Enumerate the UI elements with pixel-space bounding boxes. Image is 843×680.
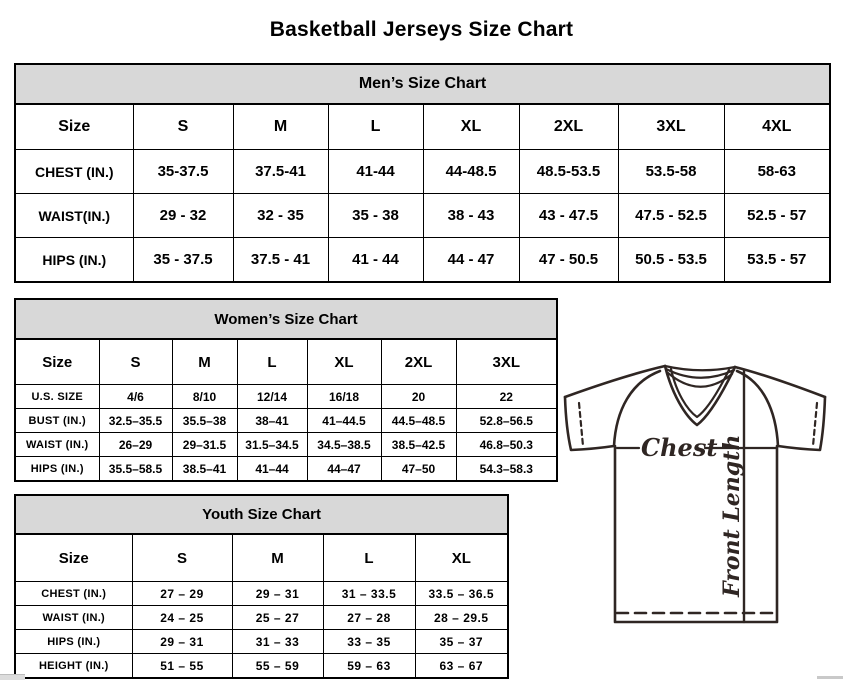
mens-column-header: S [133,104,233,150]
youth-cell-value: 28 – 29.5 [415,606,508,630]
womens-table-row [15,409,557,433]
mens-column-header: L [328,104,423,150]
womens-cell-value: 16/18 [307,385,381,409]
mens-column-header: M [233,104,328,150]
jersey-left-shoulder-line [565,366,665,397]
mens-row-label: HIPS (IN.) [15,238,133,283]
youth-cell-value: 35 – 37 [415,630,508,654]
mens-cell-value: 41 - 44 [328,238,423,283]
mens-column-header: Size [15,104,133,150]
womens-table-row [15,457,557,482]
womens-cell-value: 29–31.5 [172,433,237,457]
mens-cell-value: 52.5 - 57 [724,194,830,238]
youth-column-header: XL [415,534,508,582]
mens-cell-value: 44 - 47 [423,238,519,283]
womens-size-chart-table [14,298,558,482]
youth-row-label: CHEST (IN.) [15,582,132,606]
mens-cell-value: 58-63 [724,150,830,194]
womens-cell-value: 54.3–58.3 [456,457,557,482]
womens-column-header: S [99,339,172,385]
womens-cell-value: 4/6 [99,385,172,409]
mens-column-header: 2XL [519,104,618,150]
womens-column-header: Size [15,339,99,385]
youth-cell-value: 29 – 31 [232,582,323,606]
youth-cell-value: 27 – 28 [323,606,415,630]
mens-cell-value: 44-48.5 [423,150,519,194]
youth-cell-value: 33 – 35 [323,630,415,654]
womens-cell-value: 47–50 [381,457,456,482]
womens-row-label: HIPS (IN.) [15,457,99,482]
womens-table-row [15,385,557,409]
youth-cell-value: 25 – 27 [232,606,323,630]
mens-table-row [15,194,830,238]
youth-cell-value: 63 – 67 [415,654,508,679]
mens-cell-value: 47.5 - 52.5 [618,194,724,238]
youth-table-title-row [15,495,508,534]
womens-column-header: 2XL [381,339,456,385]
womens-cell-value: 38.5–41 [172,457,237,482]
womens-column-header: M [172,339,237,385]
mens-table-header-row [15,104,830,150]
youth-column-header: L [323,534,415,582]
mens-table-title-row [15,64,830,104]
womens-cell-value: 38.5–42.5 [381,433,456,457]
womens-cell-value: 26–29 [99,433,172,457]
youth-cell-value: 31 – 33 [232,630,323,654]
mens-cell-value: 48.5-53.5 [519,150,618,194]
mens-cell-value: 41-44 [328,150,423,194]
womens-column-header: 3XL [456,339,557,385]
youth-cell-value: 24 – 25 [132,606,232,630]
mens-cell-value: 35-37.5 [133,150,233,194]
jersey-body-outline [615,446,777,622]
youth-column-header: S [132,534,232,582]
womens-cell-value: 20 [381,385,456,409]
womens-column-header: L [237,339,307,385]
youth-table-header-row [15,534,508,582]
jersey-right-shoulder-line [735,367,825,397]
womens-cell-value: 52.8–56.5 [456,409,557,433]
mens-row-label: CHEST (IN.) [15,150,133,194]
mens-column-header: 4XL [724,104,830,150]
youth-cell-value: 51 – 55 [132,654,232,679]
youth-table-title: Youth Size Chart [15,495,508,534]
womens-cell-value: 35.5–58.5 [99,457,172,482]
mens-cell-value: 50.5 - 53.5 [618,238,724,283]
youth-size-chart-table [14,494,509,679]
womens-row-label: U.S. SIZE [15,385,99,409]
womens-cell-value: 38–41 [237,409,307,433]
womens-cell-value: 41–44 [237,457,307,482]
youth-cell-value: 33.5 – 36.5 [415,582,508,606]
mens-cell-value: 35 - 38 [328,194,423,238]
jersey-right-sleeve-outline [778,397,825,450]
mens-cell-value: 47 - 50.5 [519,238,618,283]
womens-table-row [15,433,557,457]
youth-cell-value: 55 – 59 [232,654,323,679]
jersey-collar-arc-1 [665,366,735,370]
mens-row-label: WAIST(IN.) [15,194,133,238]
womens-row-label: BUST (IN.) [15,409,99,433]
jersey-left-cuff-dashed-seam [579,403,583,446]
womens-cell-value: 22 [456,385,557,409]
jersey-left-sleeve-outline [565,397,614,450]
youth-cell-value: 27 – 29 [132,582,232,606]
womens-cell-value: 44.5–48.5 [381,409,456,433]
page-title: Basketball Jerseys Size Chart [269,18,574,42]
womens-table-header-row [15,339,557,385]
mens-cell-value: 37.5 - 41 [233,238,328,283]
youth-column-header: Size [15,534,132,582]
youth-cell-value: 31 – 33.5 [323,582,415,606]
mens-size-chart-table [14,63,831,283]
womens-table-title-row [15,299,557,339]
youth-row-label: HEIGHT (IN.) [15,654,132,679]
mens-cell-value: 38 - 43 [423,194,519,238]
youth-column-header: M [232,534,323,582]
womens-row-label: WAIST (IN.) [15,433,99,457]
womens-cell-value: 8/10 [172,385,237,409]
womens-cell-value: 44–47 [307,457,381,482]
mens-cell-value: 43 - 47.5 [519,194,618,238]
mens-column-header: 3XL [618,104,724,150]
front-length-label: Front Length [719,434,745,597]
jersey-right-cuff-dashed-seam [813,403,817,446]
mens-cell-value: 53.5 - 57 [724,238,830,283]
mens-column-header: XL [423,104,519,150]
mens-cell-value: 32 - 35 [233,194,328,238]
womens-cell-value: 46.8–50.3 [456,433,557,457]
youth-row-label: WAIST (IN.) [15,606,132,630]
youth-cell-value: 29 – 31 [132,630,232,654]
youth-cell-value: 59 – 63 [323,654,415,679]
womens-cell-value: 41–44.5 [307,409,381,433]
partial-element-bottom-left [0,674,25,680]
mens-table-row [15,238,830,283]
mens-cell-value: 29 - 32 [133,194,233,238]
womens-table-title: Women’s Size Chart [15,299,557,339]
mens-cell-value: 37.5-41 [233,150,328,194]
youth-table-row [15,606,508,630]
youth-table-row [15,630,508,654]
youth-table-row [15,654,508,679]
womens-cell-value: 32.5–35.5 [99,409,172,433]
youth-row-label: HIPS (IN.) [15,630,132,654]
chest-label: Chest [641,433,718,462]
womens-cell-value: 12/14 [237,385,307,409]
mens-cell-value: 53.5-58 [618,150,724,194]
womens-cell-value: 35.5–38 [172,409,237,433]
womens-cell-value: 34.5–38.5 [307,433,381,457]
youth-table-row [15,582,508,606]
mens-cell-value: 35 - 37.5 [133,238,233,283]
jersey-measurement-diagram [556,360,840,632]
womens-cell-value: 31.5–34.5 [237,433,307,457]
womens-column-header: XL [307,339,381,385]
mens-table-title: Men’s Size Chart [15,64,830,104]
mens-table-row [15,150,830,194]
